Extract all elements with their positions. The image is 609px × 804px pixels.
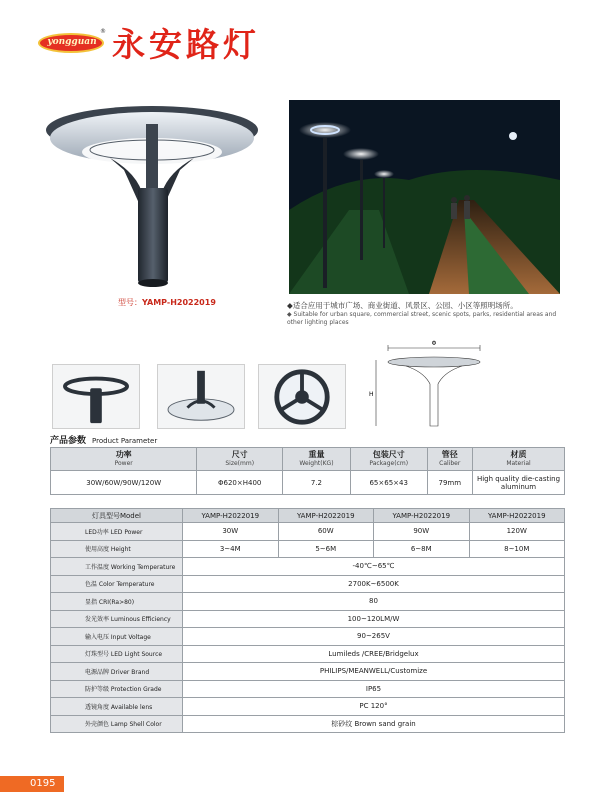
- spec-row: [51, 575, 565, 593]
- spec-row-label: 显指 CRI(Ra>80): [51, 593, 183, 611]
- spec-power-cell: 30W: [183, 523, 279, 541]
- spec-row-value: -40℃~65℃: [183, 558, 565, 576]
- dimension-drawing: [366, 340, 486, 430]
- parameter-heading-en: Product Parameter: [92, 437, 158, 445]
- logo-text: yongguan: [47, 37, 97, 47]
- spec-power-cell: 120W: [469, 523, 565, 541]
- spec-power-row: [51, 523, 565, 541]
- spec-row: [51, 645, 565, 663]
- header-weight: 重量 Weight(KG): [283, 448, 351, 471]
- spec-height-cell: 6~8M: [374, 540, 470, 558]
- spec-height-row: [51, 540, 565, 558]
- header-size: 尺寸 Size(mm): [197, 448, 283, 471]
- thumbnail-underside: [258, 364, 346, 429]
- spec-model-cell: YAMP-H2022019: [183, 509, 279, 523]
- cell-package: 65×65×43: [350, 471, 427, 495]
- brand-title: 永安路灯: [112, 25, 260, 64]
- spec-power-cell: 60W: [278, 523, 374, 541]
- spec-row-value: IP65: [183, 680, 565, 698]
- registered-mark: ®: [100, 28, 106, 35]
- spec-row-value: 90~265V: [183, 628, 565, 646]
- spec-row-label: 发光效率 Luminous Efficiency: [51, 610, 183, 628]
- header-power: 功率 Power: [51, 448, 197, 471]
- specification-table: [50, 508, 565, 733]
- basic-table-row: [51, 471, 565, 495]
- spec-row-value: Lumileds /CREE/Bridgelux: [183, 645, 565, 663]
- header-material: 材质 Material: [473, 448, 565, 471]
- spec-row-value: 100~120LM/W: [183, 610, 565, 628]
- header-caliber: 管径 Caliber: [427, 448, 472, 471]
- basic-parameter-table: [50, 447, 565, 495]
- spec-row-value: 棕砂纹 Brown sand grain: [183, 715, 565, 733]
- spec-row: [51, 715, 565, 733]
- cell-material: High quality die-casting aluminum: [473, 471, 565, 495]
- spec-model-cell: YAMP-H2022019: [374, 509, 470, 523]
- spec-row-value: 2700K~6500K: [183, 575, 565, 593]
- spec-row-label: 灯珠型号 LED Light Source: [51, 645, 183, 663]
- spec-row: [51, 628, 565, 646]
- parameter-heading-cn: 产品参数: [50, 436, 87, 446]
- model-caption: [118, 297, 216, 308]
- spec-row-label: 工作温度 Working Temperature: [51, 558, 183, 576]
- spec-height-cell: 3~4M: [183, 540, 279, 558]
- spec-power-label: LED功率 LED Power: [51, 523, 183, 541]
- product-image: [40, 100, 265, 290]
- basic-table-header: [51, 448, 565, 471]
- thumbnail-top-view: [52, 364, 140, 429]
- spec-row-label: 外壳颜色 Lamp Shell Color: [51, 715, 183, 733]
- feature-text-cn: ◆适合应用于城市广场、商业街道、风景区、公园、小区等照明场所。: [287, 301, 518, 310]
- brand-logo: [38, 30, 104, 56]
- spec-power-cell: 90W: [374, 523, 470, 541]
- page-number: 0195: [0, 776, 64, 792]
- cell-size: Φ620×H400: [197, 471, 283, 495]
- spec-header-label: 灯具型号Model: [51, 509, 183, 523]
- spec-header-row: [51, 509, 565, 523]
- spec-row-label: 透镜角度 Available lens: [51, 698, 183, 716]
- spec-row-label: 输入电压 Input Voltage: [51, 628, 183, 646]
- spec-row-value: PC 120°: [183, 698, 565, 716]
- spec-row: [51, 663, 565, 681]
- cell-weight: 7.2: [283, 471, 351, 495]
- feature-text-en: ◆ Suitable for urban square, commercial street, scenic spots, parks, residential areas and other lighting places: [287, 311, 557, 326]
- night-scene-photo: [289, 100, 560, 294]
- cell-caliber: 79mm: [427, 471, 472, 495]
- dimension-h: H: [369, 391, 374, 398]
- spec-height-cell: 5~6M: [278, 540, 374, 558]
- spec-row: [51, 593, 565, 611]
- spec-row-value: PHILIPS/MEANWELL/Customize: [183, 663, 565, 681]
- spec-row: [51, 680, 565, 698]
- header-package: 包装尺寸 Package(cm): [350, 448, 427, 471]
- model-code: YAMP-H2022019: [142, 298, 216, 307]
- spec-model-cell: YAMP-H2022019: [278, 509, 374, 523]
- spec-row: [51, 610, 565, 628]
- cell-power: 30W/60W/90W/120W: [51, 471, 197, 495]
- spec-height-label: 使用高度 Height: [51, 540, 183, 558]
- parameter-heading: [50, 433, 157, 446]
- spec-row-value: 80: [183, 593, 565, 611]
- spec-row-label: 色温 Color Temperature: [51, 575, 183, 593]
- model-label: 型号：: [118, 298, 142, 307]
- spec-model-cell: YAMP-H2022019: [469, 509, 565, 523]
- spec-row: [51, 698, 565, 716]
- spec-row-label: 防护等级 Protection Grade: [51, 680, 183, 698]
- spec-row-label: 电源品牌 Driver Brand: [51, 663, 183, 681]
- thumbnail-bottom-view: [157, 364, 245, 429]
- dimension-phi: Φ: [431, 340, 437, 347]
- spec-row: [51, 558, 565, 576]
- spec-height-cell: 8~10M: [469, 540, 565, 558]
